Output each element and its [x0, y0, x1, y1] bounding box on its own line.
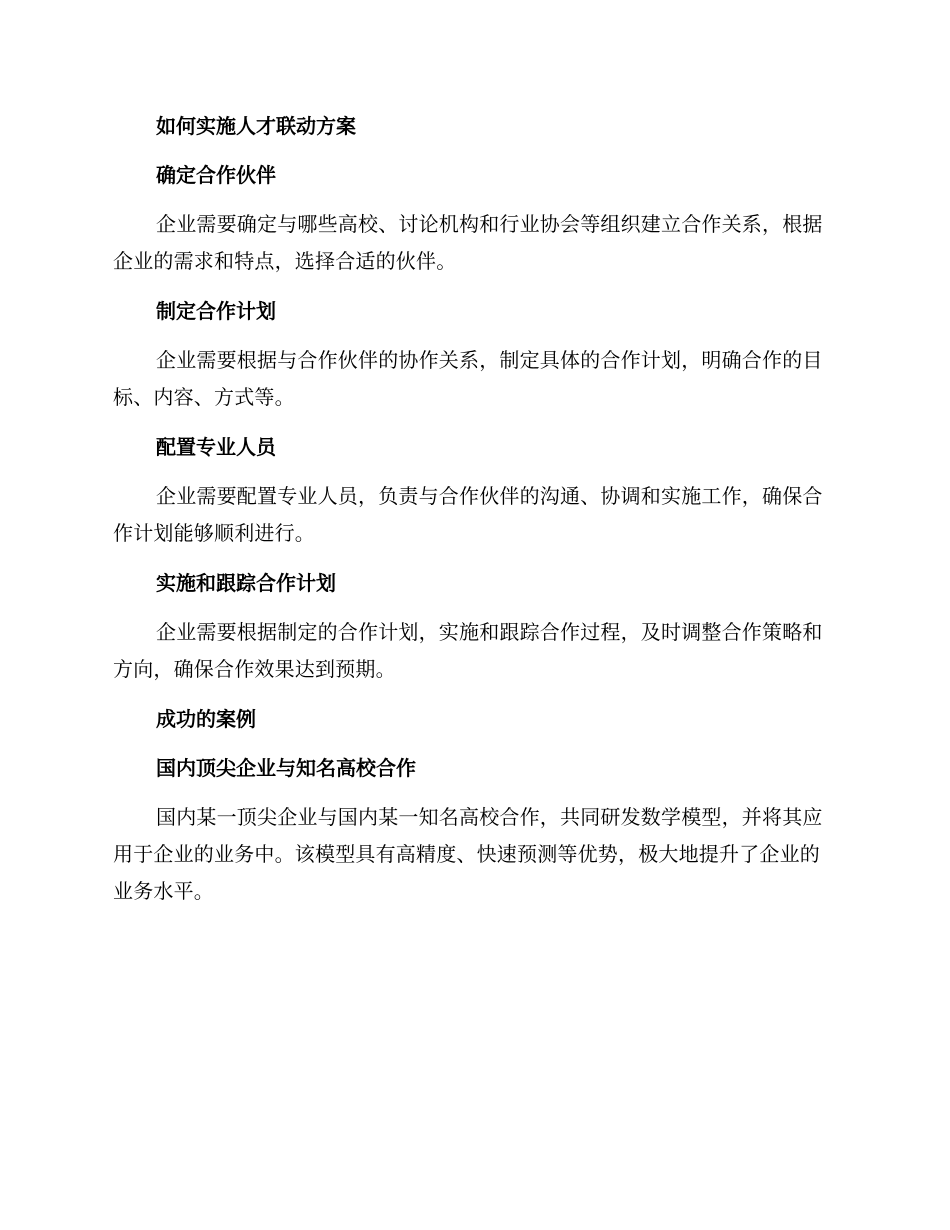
section-body-staff: 企业需要配置专业人员，负责与合作伙伴的沟通、协调和实施工作，确保合作计划能够顺利进行。: [113, 484, 823, 545]
cases-title: 成功的案例: [156, 707, 256, 731]
section-heading-implement: 实施和跟踪合作计划: [156, 571, 336, 595]
section-heading-partners: 确定合作伙伴: [156, 163, 276, 187]
case-heading: 国内顶尖企业与知名高校合作: [156, 756, 416, 780]
section-body-implement: 企业需要根据制定的合作计划，实施和跟踪合作过程，及时调整合作策略和方向，确保合作效果达到预期。: [113, 620, 823, 681]
section-body-partners: 企业需要确定与哪些高校、讨论机构和行业协会等组织建立合作关系，根据企业的需求和特点，选择合适的伙伴。: [113, 212, 823, 273]
section-heading-plan: 制定合作计划: [156, 299, 276, 323]
section-heading-staff: 配置专业人员: [156, 435, 276, 459]
section-body-plan: 企业需要根据与合作伙伴的协作关系，制定具体的合作计划，明确合作的目标、内容、方式等。: [113, 348, 823, 409]
case-body: 国内某一顶尖企业与国内某一知名高校合作，共同研发数学模型，并将其应用于企业的业务中。该模型具有高精度、快速预测等优势，极大地提升了企业的业务水平。: [113, 805, 823, 903]
document-page: [113, 108, 830, 923]
document-title: 如何实施人才联动方案: [156, 114, 356, 138]
